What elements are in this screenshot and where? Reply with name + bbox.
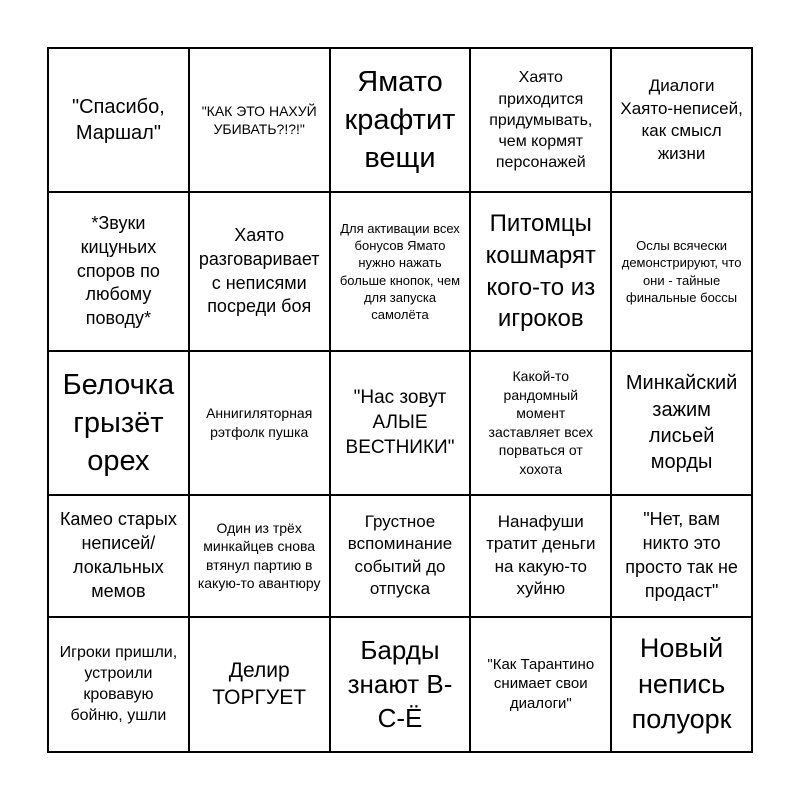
- bingo-row-2: [48, 192, 752, 350]
- bingo-cell-r1c5[interactable]: Диалоги Хаято-неписей, как смысл жизни: [611, 48, 752, 192]
- bingo-cell-r4c2[interactable]: Один из трёх минкайцев снова втянул партию в какую-то авантюру: [189, 495, 330, 617]
- bingo-cell-r1c1[interactable]: "Спасибо, Маршал": [48, 48, 189, 192]
- bingo-card: [47, 47, 753, 753]
- bingo-row-1: [48, 48, 752, 192]
- bingo-cell-r5c2[interactable]: Делир ТОРГУЕТ: [189, 617, 330, 752]
- bingo-cell-r4c1[interactable]: Камео старых неписей/ локальных мемов: [48, 495, 189, 617]
- bingo-cell-r2c1[interactable]: *Звуки кицуньих споров по любому поводу*: [48, 192, 189, 350]
- bingo-cell-r2c4[interactable]: Питомцы кошмарят кого-то из игроков: [470, 192, 611, 350]
- bingo-cell-r5c5[interactable]: Новый непись полуорк: [611, 617, 752, 752]
- bingo-cell-r4c5[interactable]: "Нет, вам никто это просто так не продаст": [611, 495, 752, 617]
- bingo-cell-r2c5[interactable]: Ослы всячески демонстрируют, что они - тайные финальные боссы: [611, 192, 752, 350]
- bingo-cell-r5c4[interactable]: "Как Тарантино снимает свои диалоги": [470, 617, 611, 752]
- bingo-cell-r3c4[interactable]: Какой-то рандомный момент заставляет всех порваться от хохота: [470, 351, 611, 495]
- bingo-cell-r5c3[interactable]: Барды знают В-С-Ё: [330, 617, 471, 752]
- bingo-cell-r3c1[interactable]: Белочка грызёт орех: [48, 351, 189, 495]
- bingo-cell-r2c3[interactable]: Для активации всех бонусов Ямато нужно нажать больше кнопок, чем для запуска самолёта: [330, 192, 471, 350]
- bingo-cell-r1c2[interactable]: "КАК ЭТО НАХУЙ УБИВАТЬ?!?!": [189, 48, 330, 192]
- bingo-cell-r2c2[interactable]: Хаято разговаривает с неписями посреди боя: [189, 192, 330, 350]
- bingo-cell-r5c1[interactable]: Игроки пришли, устроили кровавую бойню, ушли: [48, 617, 189, 752]
- bingo-row-5: [48, 617, 752, 752]
- bingo-row-3: [48, 351, 752, 495]
- bingo-cell-r3c3[interactable]: "Нас зовут АЛЫЕ ВЕСТНИКИ": [330, 351, 471, 495]
- bingo-cell-r4c4[interactable]: Нанафуши тратит деньги на какую-то хуйню: [470, 495, 611, 617]
- bingo-cell-r1c4[interactable]: Хаято приходится придумывать, чем кормят персонажей: [470, 48, 611, 192]
- bingo-cell-r4c3[interactable]: Грустное вспоминание событий до отпуска: [330, 495, 471, 617]
- bingo-cell-r3c5[interactable]: Минкайский зажим лисьей морды: [611, 351, 752, 495]
- bingo-cell-r1c3[interactable]: Ямато крафтит вещи: [330, 48, 471, 192]
- bingo-cell-r3c2[interactable]: Аннигиляторная рэтфолк пушка: [189, 351, 330, 495]
- bingo-row-4: [48, 495, 752, 617]
